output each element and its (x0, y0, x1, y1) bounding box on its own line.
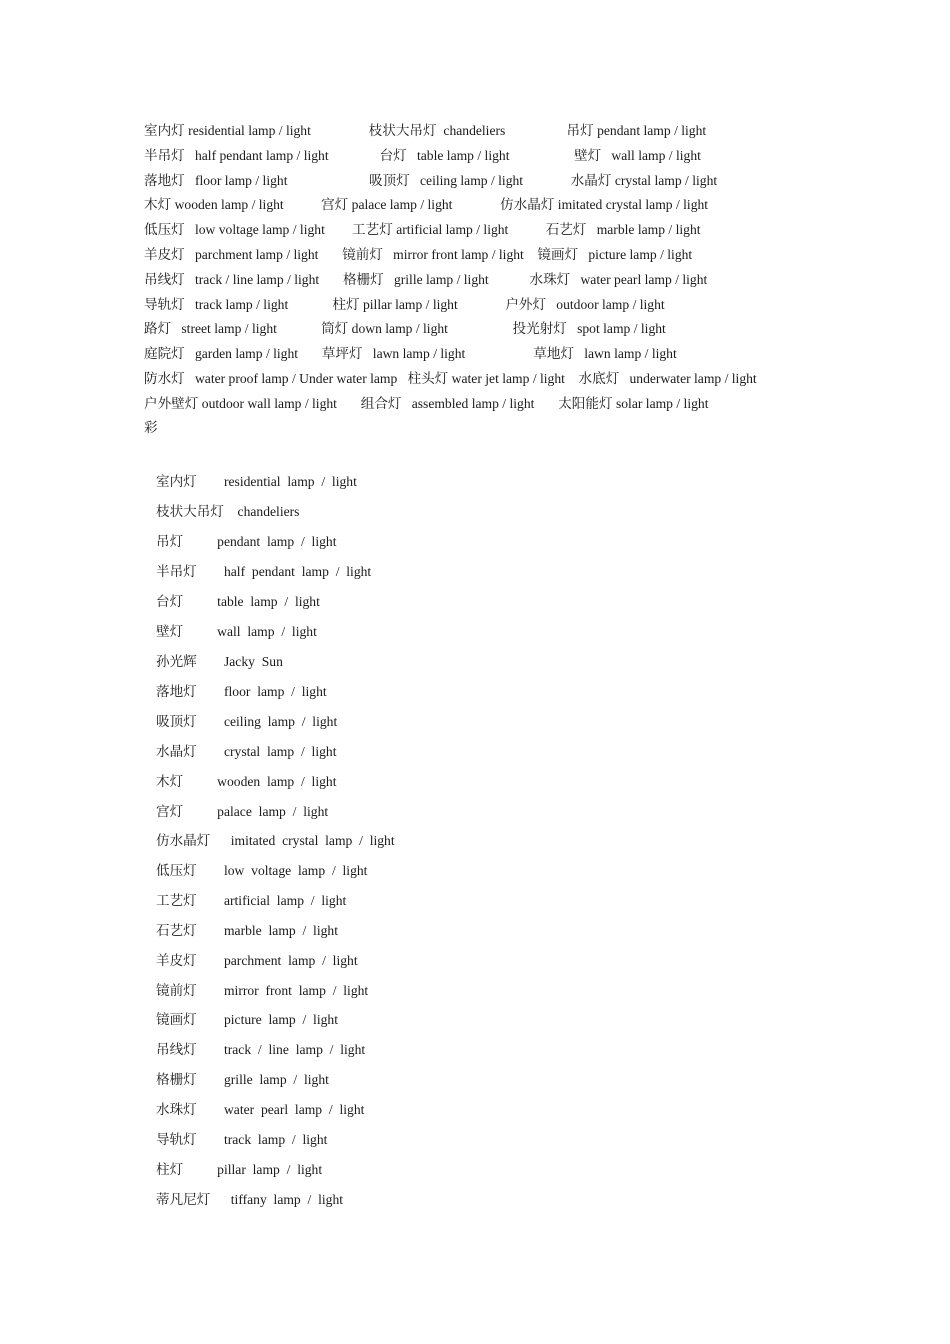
glossary-line: 户外壁灯 outdoor wall lamp / light 组合灯 assembled lamp / light 太阳能灯 solar lamp / light (144, 396, 709, 411)
list-item: 吊灯 pendant lamp / light (156, 534, 337, 549)
list-item: 水珠灯 water pearl lamp / light (156, 1102, 365, 1117)
list-item: 镜前灯 mirror front lamp / light (156, 983, 369, 998)
list-item: 室内灯 residential lamp / light (156, 474, 357, 489)
list-item: 仿水晶灯 imitated crystal lamp / light (156, 833, 395, 848)
list-item: 木灯 wooden lamp / light (156, 774, 337, 789)
list-item: 羊皮灯 parchment lamp / light (156, 953, 358, 968)
list-item: 台灯 table lamp / light (156, 594, 320, 609)
glossary-line: 木灯 wooden lamp / light 宫灯 palace lamp / light 仿水晶灯 imitated crystal lamp / light (144, 197, 709, 212)
list-item: 低压灯 low voltage lamp / light (156, 863, 368, 878)
list-item: 壁灯 wall lamp / light (156, 624, 317, 639)
list-item: 宫灯 palace lamp / light (156, 804, 329, 819)
list-item: 枝状大吊灯 chandeliers (156, 504, 300, 519)
list-item: 水晶灯 crystal lamp / light (156, 744, 337, 759)
list-item: 吊线灯 track / line lamp / light (156, 1042, 366, 1057)
list-item: 格栅灯 grille lamp / light (156, 1072, 329, 1087)
list-item: 吸顶灯 ceiling lamp / light (156, 714, 338, 729)
list-item: 工艺灯 artificial lamp / light (156, 893, 347, 908)
glossary-line: 室内灯 residential lamp / light 枝状大吊灯 chandeliers 吊灯 pendant lamp / light (144, 123, 707, 138)
list-item: 石艺灯 marble lamp / light (156, 923, 338, 938)
list-item: 落地灯 floor lamp / light (156, 684, 327, 699)
glossary-line: 彩 (144, 420, 158, 435)
list-item: 柱灯 pillar lamp / light (156, 1162, 323, 1177)
glossary-line: 羊皮灯 parchment lamp / light 镜前灯 mirror front lamp / light 镜画灯 picture lamp / light (144, 247, 693, 262)
glossary-line: 落地灯 floor lamp / light 吸顶灯 ceiling lamp / light 水晶灯 crystal lamp / light (144, 173, 718, 188)
glossary-line: 半吊灯 half pendant lamp / light 台灯 table lamp / light 壁灯 wall lamp / light (144, 148, 701, 163)
glossary-line: 防水灯 water proof lamp / Under water lamp 柱头灯 water jet lamp / light 水底灯 underwater lamp / light (144, 371, 757, 386)
glossary-line: 导轨灯 track lamp / light 柱灯 pillar lamp / light 户外灯 outdoor lamp / light (144, 297, 665, 312)
glossary-line: 低压灯 low voltage lamp / light 工艺灯 artificial lamp / light 石艺灯 marble lamp / light (144, 222, 701, 237)
glossary-line: 路灯 street lamp / light 筒灯 down lamp / light 投光射灯 spot lamp / light (144, 321, 666, 336)
list-item: 孙光辉 Jacky Sun (156, 654, 283, 669)
glossary-line: 庭院灯 garden lamp / light 草坪灯 lawn lamp / light 草地灯 lawn lamp / light (144, 346, 677, 361)
list-item: 半吊灯 half pendant lamp / light (156, 564, 372, 579)
list-item: 镜画灯 picture lamp / light (156, 1012, 338, 1027)
list-item: 蒂凡尼灯 tiffany lamp / light (156, 1192, 344, 1207)
glossary-line: 吊线灯 track / line lamp / light 格栅灯 grille lamp / light 水珠灯 water pearl lamp / light (144, 272, 708, 287)
list-item: 导轨灯 track lamp / light (156, 1132, 328, 1147)
